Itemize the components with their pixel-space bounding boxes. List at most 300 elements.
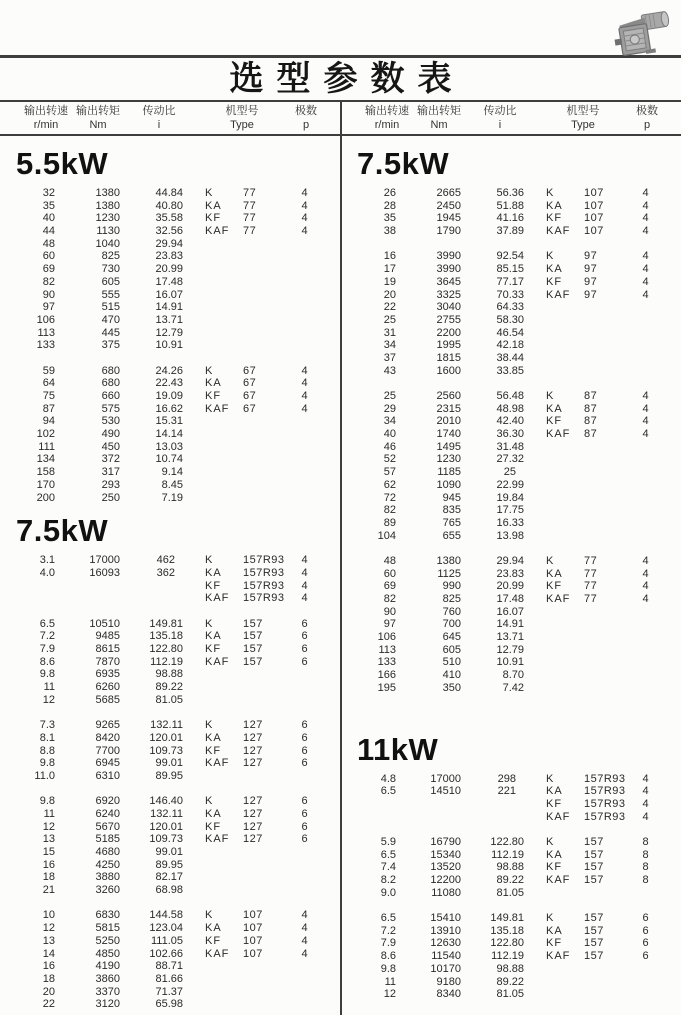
data-block [0, 187, 340, 352]
cell-poles [630, 656, 661, 669]
cell-type-code: KA [546, 199, 563, 212]
table-row [341, 327, 681, 340]
cell-torque: 6830 [95, 909, 120, 922]
cell-torque: 8340 [436, 988, 461, 1001]
cell-type-code: K [546, 772, 555, 785]
table-row [341, 403, 681, 416]
data-block [0, 909, 340, 1011]
cell-type-code [183, 301, 239, 314]
cell-type-size [239, 986, 289, 999]
cell-poles [289, 415, 320, 428]
cell-type-code: KA [546, 785, 563, 798]
cell-type-code [183, 770, 239, 783]
cell-torque: 2010 [436, 415, 461, 428]
header-output-torque: 输出转矩 Nm [417, 105, 461, 131]
cell-type-code: KF [546, 580, 563, 593]
cell-poles: 4 [642, 554, 649, 567]
table-row [0, 187, 340, 200]
cell-type-size [239, 668, 289, 681]
cell-type-code: KF [205, 212, 222, 225]
cell-torque: 17000 [89, 554, 120, 567]
cell-speed: 82 [42, 275, 55, 288]
cell-speed: 69 [383, 580, 396, 593]
cell-type-size: 107 [584, 187, 604, 199]
cell-type-size [239, 846, 289, 859]
cell-ratio: 111.05 [150, 934, 183, 947]
cell-torque: 655 [442, 529, 461, 542]
cell-type-size: 107 [243, 934, 263, 947]
cell-ratio: 135.18 [490, 924, 524, 937]
cell-type-size: 157 [584, 861, 604, 874]
cell-speed: 9.8 [39, 795, 55, 808]
cell-speed: 22 [383, 301, 396, 314]
cell-torque: 945 [442, 491, 461, 504]
cell-speed: 6.5 [380, 785, 396, 798]
cell-ratio: 35.58 [155, 212, 183, 225]
cell-speed: 62 [383, 478, 396, 491]
cell-torque: 470 [101, 313, 120, 326]
cell-type-code [183, 479, 239, 492]
cell-ratio: 22.99 [496, 478, 524, 491]
table-row [0, 846, 340, 859]
cell-type-size: 127 [243, 820, 263, 833]
cell-poles [630, 492, 661, 505]
table-row [0, 808, 340, 821]
cell-torque: 11080 [431, 886, 461, 899]
table-row [0, 656, 340, 669]
cell-type-size: 97 [584, 263, 598, 276]
cell-ratio: 8.45 [161, 478, 183, 491]
cell-type-code: KA [546, 924, 563, 937]
cell-type-size [239, 415, 289, 428]
data-block [341, 555, 681, 695]
cell-poles: 4 [301, 377, 308, 390]
cell-ratio: 31.48 [496, 440, 524, 453]
cell-type-size [580, 682, 630, 695]
cell-torque: 293 [101, 478, 120, 491]
cell-type-code: KAF [205, 757, 230, 770]
cell-speed: 28 [383, 199, 396, 212]
cell-torque: 605 [442, 643, 461, 656]
table-row [341, 504, 681, 517]
cell-speed: 25 [383, 313, 396, 326]
table-row [341, 492, 681, 505]
table-row [0, 580, 340, 593]
cell-torque: 645 [442, 631, 461, 644]
cell-type-size [239, 327, 289, 340]
table-row [341, 887, 681, 900]
cell-speed: 6.5 [39, 617, 55, 630]
cell-poles [630, 682, 661, 695]
table-row [0, 301, 340, 314]
cell-type-code: KF [546, 861, 563, 874]
table-row [341, 517, 681, 530]
cell-type-code [183, 973, 239, 986]
cell-poles [630, 479, 661, 492]
cell-speed: 35 [42, 199, 55, 212]
table-row [0, 922, 340, 935]
cell-type-size: 157R93 [584, 785, 626, 798]
cell-torque: 730 [101, 263, 120, 276]
data-block [0, 719, 340, 782]
cell-speed: 60 [42, 250, 55, 263]
cell-ratio: 89.95 [155, 769, 183, 782]
cell-type-code: KF [205, 744, 222, 757]
cell-torque: 250 [101, 491, 120, 504]
cell-poles: 4 [301, 947, 308, 960]
cell-speed: 8.6 [39, 655, 55, 668]
cell-poles: 4 [642, 567, 649, 580]
cell-type-code [524, 479, 580, 492]
cell-type-size [239, 453, 289, 466]
cell-type-code [524, 887, 580, 900]
header-output-speed: 输出转速 r/min [365, 105, 409, 131]
cell-ratio: 81.05 [496, 886, 524, 899]
cell-type-code: KF [546, 275, 563, 288]
cell-poles [630, 453, 661, 466]
table-row [0, 871, 340, 884]
cell-type-code [183, 871, 239, 884]
cell-type-code: K [205, 617, 214, 630]
table-row [341, 187, 681, 200]
cell-ratio: 23.83 [155, 250, 183, 263]
cell-type-size [239, 314, 289, 327]
cell-speed: 57 [383, 466, 396, 479]
cell-type-size [580, 314, 630, 327]
table-row [341, 631, 681, 644]
cell-type-code: KAF [546, 950, 571, 963]
cell-ratio: 112.19 [491, 950, 524, 963]
table-row [341, 950, 681, 963]
cell-torque: 1125 [437, 567, 461, 580]
cell-speed: 82 [383, 504, 396, 517]
cell-torque: 510 [442, 656, 461, 669]
cell-type-size [580, 887, 630, 900]
cell-speed: 34 [383, 339, 396, 352]
cell-type-code: KA [205, 922, 222, 935]
data-block [0, 618, 340, 707]
cell-torque: 6920 [95, 795, 120, 808]
cell-speed: 29 [383, 402, 396, 415]
cell-ratio: 36.30 [496, 428, 524, 441]
cell-type-size: 157 [584, 835, 604, 848]
cell-poles: 4 [301, 187, 308, 199]
cell-speed: 21 [42, 884, 55, 897]
cell-poles [289, 846, 320, 859]
cell-type-size [580, 301, 630, 314]
cell-poles [289, 263, 320, 276]
table-row [0, 643, 340, 656]
cell-type-size [239, 871, 289, 884]
cell-poles: 8 [642, 848, 649, 861]
cell-type-size [239, 428, 289, 441]
cell-poles [289, 859, 320, 872]
cell-speed: 102 [36, 428, 55, 441]
cell-speed: 4.0 [39, 566, 55, 579]
cell-type-size: 157 [584, 874, 604, 886]
cell-ratio: 19.84 [496, 491, 524, 504]
table-row [341, 441, 681, 454]
cell-poles: 6 [301, 719, 308, 732]
section-title: 7.5kW [357, 146, 450, 181]
table-row [341, 250, 681, 263]
cell-type-code: KF [546, 415, 563, 428]
cell-poles [289, 301, 320, 314]
cell-speed: 16 [42, 960, 55, 973]
cell-ratio: 42.18 [496, 339, 524, 352]
cell-ratio: 42.40 [496, 415, 524, 428]
cell-ratio: 9.14 [161, 466, 183, 479]
cell-poles [289, 973, 320, 986]
cell-torque: 3260 [95, 884, 120, 897]
cell-torque: 6240 [95, 807, 120, 820]
power-section [341, 147, 681, 695]
cell-type-code: K [546, 187, 555, 199]
cell-speed: 9.0 [380, 886, 396, 899]
cell-ratio: 56.48 [496, 390, 524, 402]
cell-type-size [239, 973, 289, 986]
cell-type-code [183, 846, 239, 859]
cell-poles [630, 530, 661, 543]
cell-type-size [239, 479, 289, 492]
cell-torque: 11540 [431, 950, 461, 963]
table-row [341, 811, 681, 824]
cell-torque: 9180 [436, 975, 461, 988]
cell-torque: 3860 [95, 972, 120, 985]
cell-torque: 12630 [430, 937, 461, 950]
cell-torque: 825 [442, 593, 461, 605]
cell-type-code [524, 314, 580, 327]
cell-ratio [120, 592, 183, 605]
cell-type-size: 157R93 [584, 810, 626, 823]
cell-ratio: 109.73 [149, 744, 183, 757]
cell-poles [630, 988, 661, 1001]
cell-speed: 31 [383, 326, 396, 339]
cell-speed: 9.8 [380, 962, 396, 975]
cell-ratio: 81.66 [155, 972, 183, 985]
cell-poles: 4 [642, 390, 649, 402]
cell-speed: 6.5 [380, 912, 396, 925]
cell-ratio: 19.09 [155, 390, 183, 402]
table-row [0, 795, 340, 808]
table-row [341, 988, 681, 1001]
cell-type-code: KA [546, 848, 563, 861]
cell-ratio: 64.33 [496, 301, 524, 314]
table-row [0, 630, 340, 643]
cell-type-size: 77 [584, 554, 598, 567]
cell-ratio: 71.37 [155, 985, 183, 998]
cell-speed: 6.5 [380, 848, 396, 861]
cell-type-code: K [205, 909, 214, 922]
table-row [0, 909, 340, 922]
table-row [0, 618, 340, 631]
cell-torque: 4190 [95, 960, 120, 973]
cell-speed: 37 [383, 351, 396, 364]
cell-type-size: 67 [243, 390, 257, 402]
cell-speed: 5.9 [380, 835, 396, 848]
table-row [0, 998, 340, 1011]
cell-ratio: 41.16 [496, 212, 524, 225]
cell-type-size [239, 859, 289, 872]
cell-speed: 11 [43, 807, 55, 820]
cell-torque: 700 [442, 618, 461, 631]
cell-torque: 350 [442, 681, 461, 694]
cell-type-size [239, 339, 289, 352]
cell-ratio: 85.15 [496, 263, 524, 276]
table-row [341, 861, 681, 874]
cell-ratio: 22.43 [155, 377, 183, 390]
cell-speed: 87 [42, 402, 55, 415]
cell-speed: 11.0 [34, 769, 55, 782]
table-row [341, 466, 681, 479]
cell-speed: 195 [377, 681, 396, 694]
cell-ratio: 99.01 [155, 846, 183, 858]
cell-ratio: 29.94 [496, 554, 524, 567]
cell-type-code: KF [205, 934, 222, 947]
cell-poles: 4 [301, 402, 308, 415]
cell-speed: 16 [383, 250, 396, 263]
cell-torque [55, 580, 120, 593]
cell-poles: 4 [642, 810, 649, 823]
cell-type-size [580, 352, 630, 365]
cell-torque: 825 [101, 250, 120, 263]
data-block [341, 912, 681, 1001]
cell-ratio: 92.54 [496, 250, 524, 263]
cell-type-code [524, 466, 580, 479]
cell-poles [289, 441, 320, 454]
cell-type-code [524, 339, 580, 352]
table-row [341, 212, 681, 225]
cell-poles [630, 669, 661, 682]
table-row [0, 884, 340, 897]
cell-type-size: 157 [584, 937, 604, 950]
cell-torque: 575 [101, 402, 120, 415]
cell-torque: 1185 [437, 466, 461, 479]
cell-poles: 4 [301, 579, 308, 592]
cell-type-size [239, 770, 289, 783]
cell-ratio: 16.07 [155, 288, 183, 301]
cell-type-size: 107 [584, 199, 604, 212]
cell-poles: 6 [301, 617, 308, 630]
data-block [341, 187, 681, 238]
table-row [0, 377, 340, 390]
cell-torque: 7870 [95, 655, 120, 668]
table-row [341, 200, 681, 213]
cell-type-size [239, 263, 289, 276]
cell-type-code [524, 656, 580, 669]
cell-poles [630, 339, 661, 352]
cell-poles [630, 466, 661, 479]
table-row [0, 745, 340, 758]
cell-ratio: 7.42 [502, 681, 524, 694]
cell-speed: 13 [42, 833, 55, 846]
cell-type-code: KA [205, 731, 222, 744]
cell-speed: 8.8 [39, 744, 55, 757]
cell-poles: 6 [642, 924, 649, 937]
cell-ratio: 51.88 [496, 199, 524, 212]
cell-type-size [239, 441, 289, 454]
table-row [0, 250, 340, 263]
cell-torque: 9265 [95, 719, 120, 732]
cell-speed: 20 [42, 985, 55, 998]
table-row [341, 656, 681, 669]
cell-poles: 6 [301, 795, 308, 808]
cell-ratio: 462 [156, 554, 175, 567]
cell-speed: 89 [383, 516, 396, 529]
cell-type-size [580, 466, 630, 479]
cell-type-code [524, 976, 580, 989]
cell-speed: 7.2 [39, 630, 55, 643]
table-row [341, 925, 681, 938]
cell-type-size: 77 [584, 580, 598, 593]
cell-torque: 760 [442, 605, 461, 618]
cell-poles [630, 441, 661, 454]
cell-torque: 1790 [436, 225, 461, 238]
cell-torque: 530 [101, 415, 120, 428]
cell-type-code [183, 415, 239, 428]
cell-type-code [183, 960, 239, 973]
cell-ratio: 144.58 [149, 909, 183, 922]
cell-speed: 40 [383, 428, 396, 441]
table-row [341, 555, 681, 568]
table-row [341, 912, 681, 925]
cell-torque: 16790 [430, 835, 461, 848]
cell-poles [289, 453, 320, 466]
cell-type-code: KAF [546, 593, 571, 605]
cell-speed: 7.9 [39, 643, 55, 655]
cell-type-size: 77 [584, 567, 598, 580]
cell-speed: 104 [377, 529, 396, 542]
table-row [341, 593, 681, 606]
cell-type-code [183, 466, 239, 479]
table-row [0, 390, 340, 403]
cell-speed: 16 [42, 858, 55, 871]
cell-type-size [239, 884, 289, 897]
cell-speed: 22 [42, 998, 55, 1011]
cell-ratio [120, 580, 183, 593]
cell-poles: 4 [301, 909, 308, 922]
cell-poles [630, 631, 661, 644]
cell-poles: 4 [642, 187, 649, 199]
cell-type-code: KAF [205, 833, 230, 846]
cell-type-code [183, 681, 239, 694]
cell-type-code: KF [205, 390, 222, 402]
table-row [341, 785, 681, 798]
table-row [0, 986, 340, 999]
cell-speed: 7.4 [380, 861, 396, 874]
table-row [0, 757, 340, 770]
cell-type-code: KA [546, 567, 563, 580]
cell-type-size: 107 [243, 909, 263, 922]
table-row [0, 263, 340, 276]
cell-type-size [580, 365, 630, 378]
cell-type-size: 67 [243, 402, 257, 415]
cell-ratio: 20.99 [155, 263, 183, 276]
cell-poles: 8 [642, 861, 649, 874]
table-row [0, 479, 340, 492]
cell-ratio: 112.19 [150, 655, 183, 668]
cell-ratio: 33.85 [496, 364, 524, 377]
cell-poles [630, 504, 661, 517]
cell-ratio: 56.36 [496, 187, 524, 199]
cell-poles [289, 339, 320, 352]
cell-poles [289, 986, 320, 999]
cell-type-size [580, 631, 630, 644]
cell-type-size: 157R93 [243, 579, 285, 592]
cell-type-size: 97 [584, 250, 598, 263]
cell-ratio: 70.33 [496, 288, 524, 301]
header-ratio: 传动比 i [142, 105, 176, 131]
